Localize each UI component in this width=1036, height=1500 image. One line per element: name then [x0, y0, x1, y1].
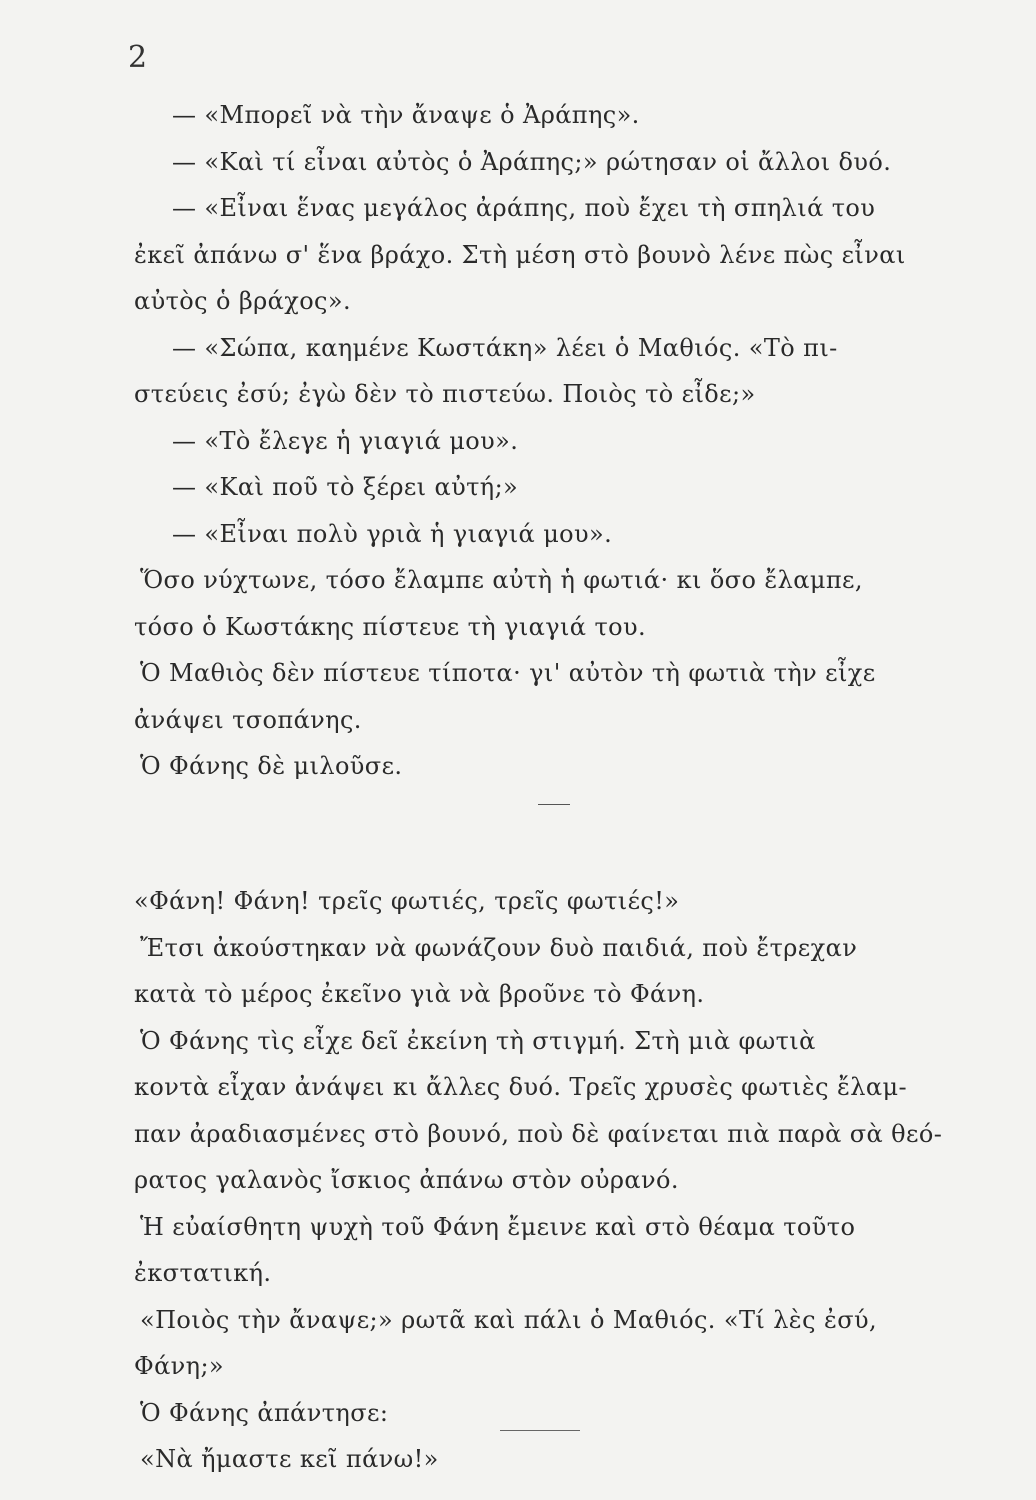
text-line: Ὅσο νύχτωνε, τόσο ἔλαμπε αὐτὴ ἡ φωτιά· κι ὅσο ἔλαμπε, — [140, 566, 863, 594]
text-line: ἀνάψει τσοπάνης. — [134, 705, 362, 734]
text-line: Ὁ Φάνης τὶς εἶχε δεῖ ἐκείνη τὴ στιγμή. Στὴ μιὰ φωτιὰ — [140, 1026, 816, 1055]
text-line: — «Μπορεῖ νὰ τὴν ἄναψε ὁ Ἀράπης». — [172, 101, 640, 129]
text-line: «Νὰ ἤμαστε κεῖ πάνω!» — [140, 1445, 439, 1473]
text-line: Ὁ Μαθιὸς δὲν πίστευε τίποτα· γι' αὐτὸν τὴ φωτιὰ τὴν εἶχε — [140, 659, 876, 687]
text-line: — «Τὸ ἔλεγε ἡ γιαγιά μου». — [172, 426, 519, 455]
text-line: «Ποιὸς τὴν ἄναψε;» ρωτᾶ καὶ πάλι ὁ Μαθιός. «Τί λὲς ἐσύ, — [140, 1305, 878, 1334]
text-line: Ἡ εὐαίσθητη ψυχὴ τοῦ Φάνη ἔμεινε καὶ στὸ θέαμα τοῦτο — [140, 1212, 856, 1241]
end-rule — [500, 1430, 580, 1431]
text-line: κοντὰ εἶχαν ἀνάψει κι ἄλλες δυό. Τρεῖς χρυσὲς φωτιὲς ἔλαμ- — [134, 1073, 908, 1101]
separator-rule — [538, 804, 570, 805]
section-separator — [134, 790, 964, 837]
body-text — [134, 92, 964, 1483]
text-line: ρατος γαλανὸς ἴσκιος ἀπάνω στὸν οὐρανό. — [134, 1166, 679, 1194]
text-line: «Φάνη! Φάνη! τρεῖς φωτιές, τρεῖς φωτιές!» — [134, 887, 680, 915]
text-line: κατὰ τὸ μέρος ἐκεῖνο γιὰ νὰ βροῦνε τὸ Φάνη. — [134, 980, 705, 1008]
text-line: Ὁ Φάνης ἀπάντησε: — [140, 1398, 389, 1427]
text-line: στεύεις ἐσύ; ἐγὼ δὲν τὸ πιστεύω. Ποιὸς τὸ εἶδε;» — [134, 380, 756, 408]
text-line: — «Εἶναι πολὺ γριὰ ἡ γιαγιά μου». — [172, 519, 613, 548]
text-line: παν ἀραδιασμένες στὸ βουνό, ποὺ δὲ φαίνεται πιὰ παρὰ σὰ θεό- — [134, 1119, 943, 1148]
text-line: τόσο ὁ Κωστάκης πίστευε τὴ γιαγιά του. — [134, 612, 646, 641]
text-line: ἐκστατική. — [134, 1259, 272, 1287]
text-line: — «Καὶ τί εἶναι αὐτὸς ὁ Ἀράπης;» ρώτησαν οἱ ἄλλοι δυό. — [172, 147, 892, 176]
text-line: — «Σώπα, καημένε Κωστάκη» λέει ὁ Μαθιός. «Τὸ πι- — [172, 333, 838, 362]
text-line: — «Εἶναι ἕνας μεγάλος ἀράπης, ποὺ ἔχει τὴ σπηλιά του — [172, 194, 876, 222]
text-line: Φάνη;» — [134, 1352, 225, 1380]
text-line: Ἔτσι ἀκούστηκαν νὰ φωνάζουν δυὸ παιδιά, ποὺ ἔτρεχαν — [140, 933, 858, 962]
text-line: — «Καὶ ποῦ τὸ ξέρει αὐτή;» — [172, 473, 519, 501]
text-line: Ὁ Φάνης δὲ μιλοῦσε. — [140, 752, 403, 780]
text-line: ἐκεῖ ἀπάνω σ' ἕνα βράχο. Στὴ μέση στὸ βουνὸ λένε πὼς εἶναι — [134, 240, 906, 269]
text-line: αὐτὸς ὁ βράχος». — [134, 287, 352, 315]
page-number: 2 — [128, 40, 148, 75]
